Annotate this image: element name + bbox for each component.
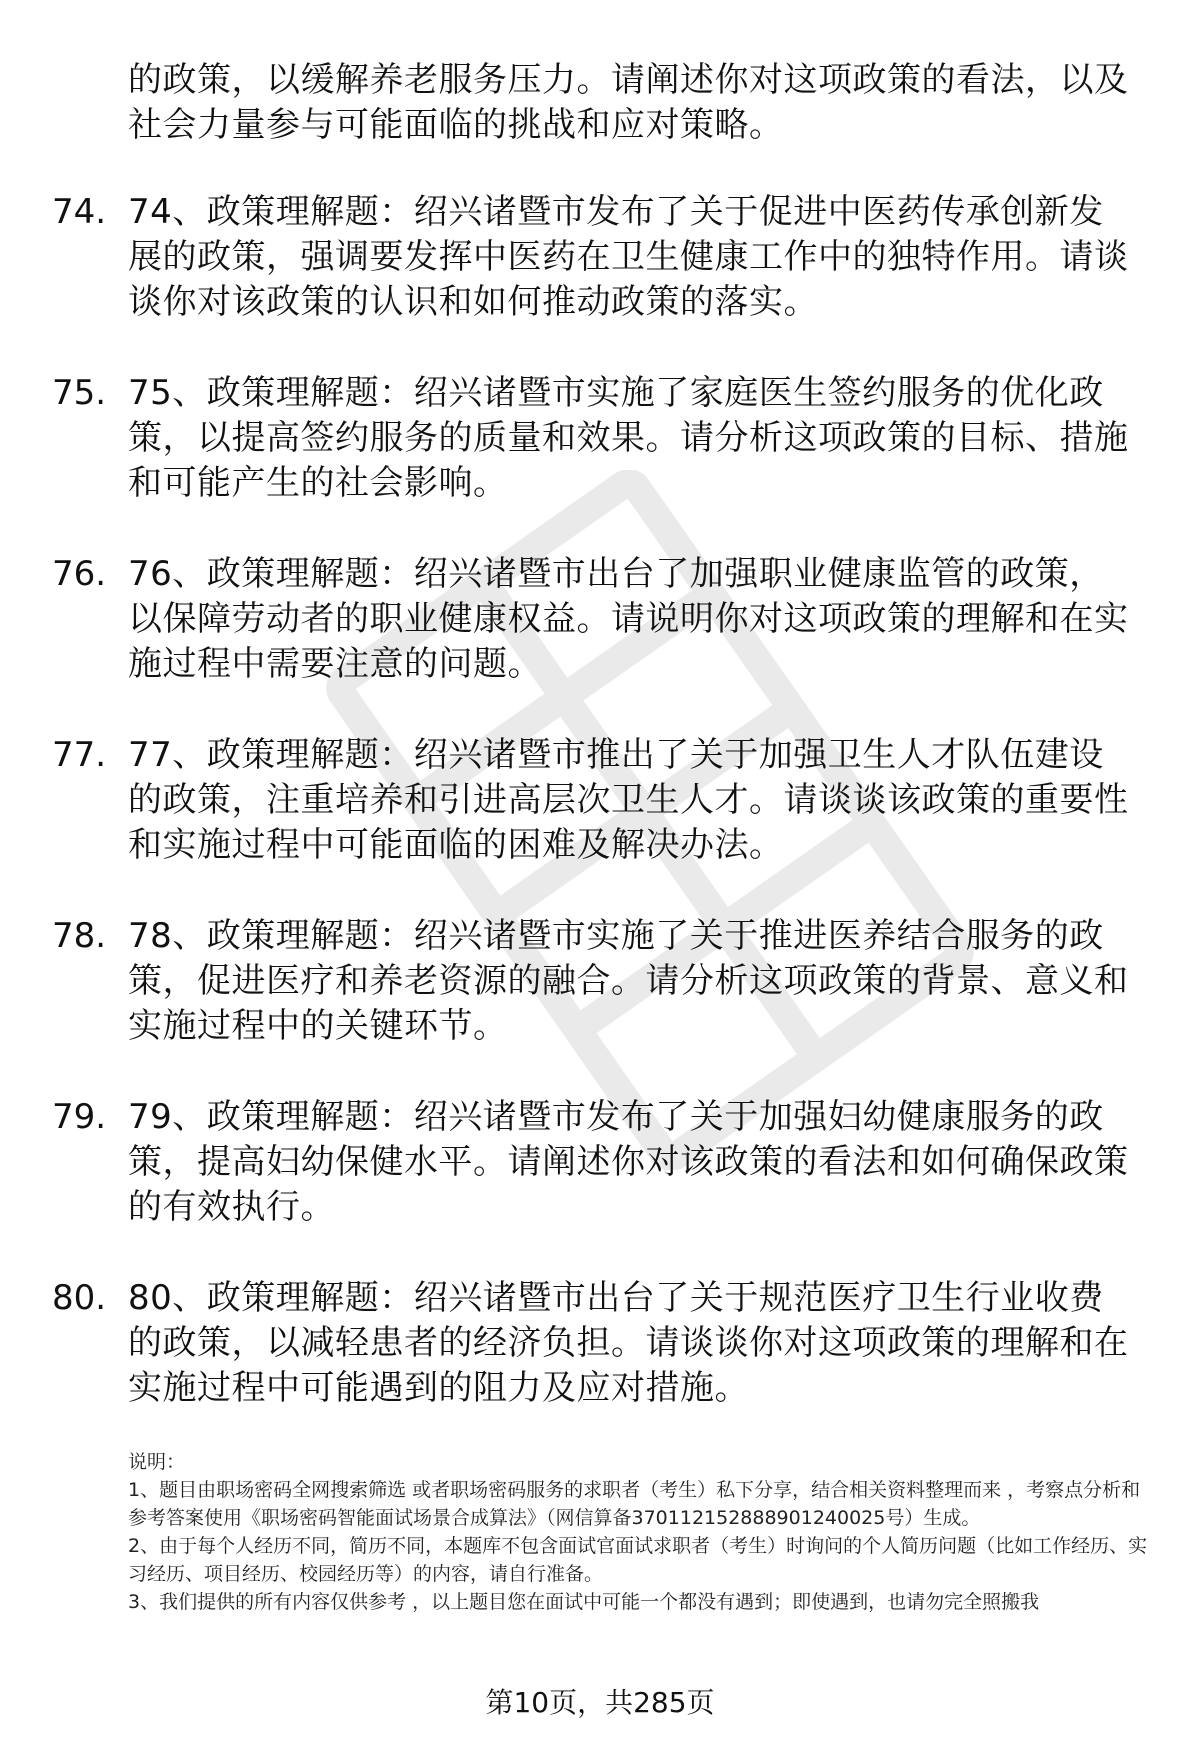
question-text: 78、政策理解题：绍兴诸暨市实施了关于推进医养结合服务的政策，促进医疗和养老资源的融合。请分析这项政策的背景、意义和实施过程中的关键环节。 [128,916,1129,1046]
note-item: 1、题目由职场密码全网搜索筛选 或者职场密码服务的求职者（考生）私下分享，结合相关资料整理而来 ，考察点分析和参考答案使用《职场密码智能面试场景合成算法》（网信算备370112152888901240025号）生成。 [128,1479,1141,1529]
question-item [0,371,1200,552]
notes-section [128,1448,1148,1616]
question-number: 78. [52,916,107,956]
continuation-text: 的政策，以缓解养老服务压力。请阐述你对这项政策的看法，以及社会力量参与可能面临的挑战和应对策略。 [128,60,1129,145]
question-item [0,914,1200,1095]
note-item: 3、我们提供的所有内容仅供参考 ，以上题目您在面试中可能一个都没有遇到；即使遇到，也请勿完全照搬我 [128,1591,1040,1613]
question-item [0,733,1200,914]
question-list [0,190,1200,1457]
page-number: 第10页，共285页 [485,1686,715,1719]
question-item [0,190,1200,371]
question-text: 74、政策理解题：绍兴诸暨市发布了关于促进中医药传承创新发展的政策，强调要发挥中医药在卫生健康工作中的独特作用。请谈谈你对该政策的认识和如何推动政策的落实。 [128,192,1129,322]
question-number: 75. [52,373,107,413]
question-number: 77. [52,735,107,775]
question-item [0,1276,1200,1457]
question-text: 80、政策理解题：绍兴诸暨市出台了关于规范医疗卫生行业收费的政策，以减轻患者的经济负担。请谈谈你对这项政策的理解和在实施过程中可能遇到的阻力及应对措施。 [128,1278,1129,1408]
question-number: 76. [52,554,107,594]
question-text: 79、政策理解题：绍兴诸暨市发布了关于加强妇幼健康服务的政策，提高妇幼保健水平。请阐述你对该政策的看法和如何确保政策的有效执行。 [128,1097,1129,1227]
note-item: 2、由于每个人经历不同，简历不同，本题库不包含面试官面试求职者（考生）时询问的个人简历问题（比如工作经历、实习经历、项目经历、校园经历等）的内容，请自行准备。 [128,1535,1148,1585]
question-item [0,552,1200,733]
question-number: 79. [52,1097,107,1137]
question-text: 75、政策理解题：绍兴诸暨市实施了家庭医生签约服务的优化政策，以提高签约服务的质量和效果。请分析这项政策的目标、措施和可能产生的社会影响。 [128,373,1129,503]
question-text: 77、政策理解题：绍兴诸暨市推出了关于加强卫生人才队伍建设的政策，注重培养和引进高层次卫生人才。请谈谈该政策的重要性和实施过程中可能面临的困难及解决办法。 [128,735,1129,865]
notes-heading: 说明： [128,1451,186,1473]
question-number: 74. [52,192,107,232]
question-number: 80. [52,1278,107,1318]
question-text: 76、政策理解题：绍兴诸暨市出台了加强职业健康监管的政策，以保障劳动者的职业健康权益。请说明你对这项政策的理解和在实施过程中需要注意的问题。 [128,554,1129,684]
question-item [0,1095,1200,1276]
